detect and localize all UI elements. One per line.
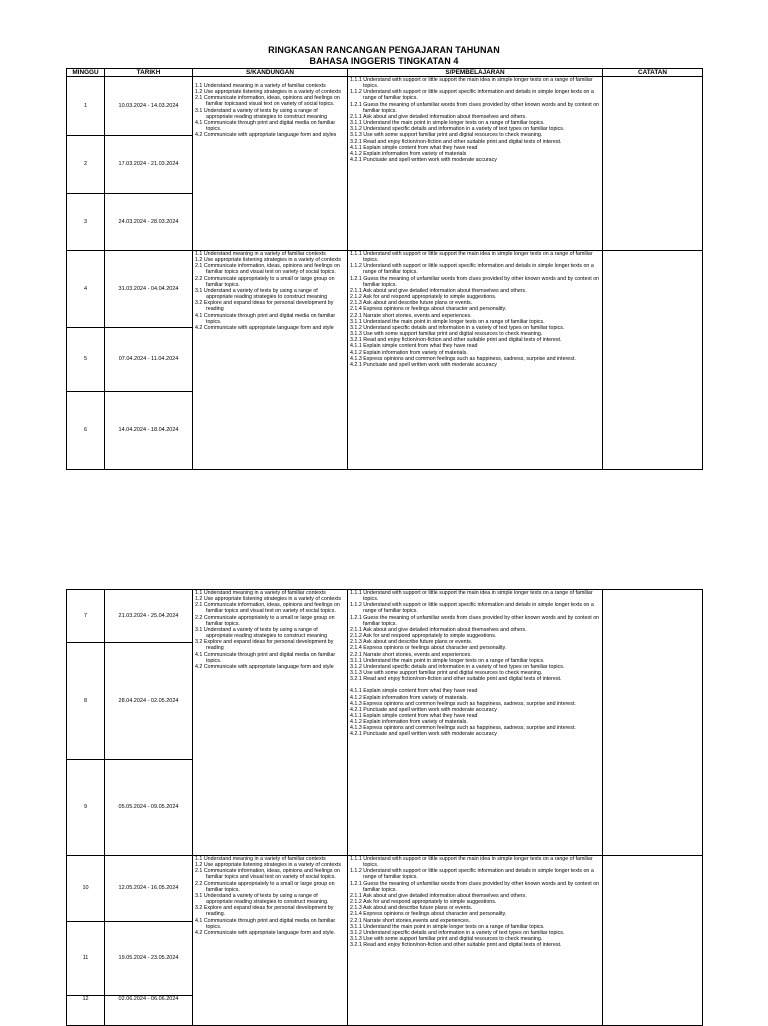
minggu-cell: 1 (67, 77, 105, 136)
list-item: 3.2.1 Read and enjoy fiction/non-fiction and other suitable print and digital texts of interest. (350, 337, 562, 344)
list-item: 4.1 Communicate through print and digital media on familiar topics. (195, 119, 336, 133)
page-title: RINGKASAN RANCANGAN PENGAJARAN TAHUNAN (268, 45, 500, 55)
list-item: 2.1.4 Express opinions or feelings about character and personality. (350, 645, 507, 652)
list-item: 4.1.3 Express opinions and common feelings such as happiness, sadness, surprise and interest. (350, 725, 576, 732)
tarikh-cell: 10.03.2024 - 14.03.2024 (105, 77, 193, 136)
minggu-cell: 2 (67, 136, 105, 194)
list-item: 4.1.2 Explain information from variety of materials. (350, 694, 468, 701)
list-item: 3.2.1 Read and enjoy fiction/non-fiction and other suitable print and digital texts of interest. (350, 676, 562, 683)
list-item: 2.2 Communicate appropriately to a small or large group on familiar topics. (195, 880, 335, 893)
page-subtitle: BAHASA INGGERIS TINGKATAN 4 (309, 56, 459, 66)
list-item: 4.2.1 Punctuate and spell written work with moderate accuracy (350, 361, 497, 368)
list-item: 2.1.3 Ask about and describe future plans or events. (350, 639, 473, 646)
list-item: 3.1.3 Use with some support familiar print and digital resources to check meaning. (350, 331, 543, 338)
list-item: 4.2 Communicate with appropriate language form and styles (195, 132, 337, 139)
minggu-cell: 12 (67, 996, 105, 1026)
list-item: 4.1 Communicate through print and digital media on familiar topics. (195, 312, 336, 325)
list-item: 4.2 Communicate with appropriate language form and style (195, 663, 334, 670)
list-item: 2.2.1 Narrate short stories, events and experiences. (350, 651, 472, 658)
list-item: 4.1.3 Express opinions and common feelings such as happiness, sadness, surprise and interest. (350, 700, 576, 707)
list-item: 4.1.3 Express opinions and common feelings such as happiness, sadness, surprise and interest. (350, 355, 576, 362)
list-item: 4.1.1 Explain simple content from what they have read (350, 343, 478, 350)
list-item: 1.1 Understand meaning in a variety of familiar contexts (195, 856, 326, 862)
tarikh-cell: 07.04.2024 - 11.04.2024 (105, 328, 193, 392)
list-item: 1.2 Use appropriate listening strategies in a variety of contexts (195, 257, 342, 264)
table-row (67, 590, 703, 643)
list-item: 2.1.4 Express opinions or feelings about character and personality. (350, 911, 507, 918)
list-item: 2.2.1 Narrate short stories, events and experiences. (350, 312, 472, 319)
list-item: 2.1.4 Express opinions or feelings about character and personality. (350, 306, 507, 313)
list-item: 3.2.1 Read and enjoy fiction/non-fiction and other suitable print and digital texts of interest. (350, 138, 562, 145)
list-item: 4.2 Communicate with appropriate language form and style (195, 324, 334, 331)
list-item: 4.1 Communicate through print and digital media on familiar topics. (195, 651, 336, 664)
list-item: 2.1.2 Ask for and respond appropriately to simple suggestions. (350, 899, 497, 906)
col-catatan: CATATAN (603, 69, 703, 77)
list-item: 1.1.1 Understand with support or little support the main idea in simple longer texts on a range of familiar topics. (350, 590, 593, 603)
pembelajaran-cell (348, 77, 603, 251)
list-item: 4.2.1 Punctuate and spell written work with moderate accuracy (350, 157, 497, 164)
minggu-cell: 7 (67, 590, 105, 643)
tarikh-cell: 02.06.2024 - 06.06.2024 (105, 996, 193, 1026)
list-item: 1.2.1 Guess the meaning of unfamiliar words from clues provided by other known words and by context on familiar topics. (350, 275, 600, 288)
list-item: 1.1.2 Understand with support or little support specific information and details in simple longer texts on a range of familiar topics. (350, 868, 594, 881)
minggu-cell: 9 (67, 760, 105, 856)
list-item: 1.2 Use appropriate listening strategies in a variety of contexts (195, 596, 342, 603)
list-item: 4.1.1 Explain simple content from what they have read (350, 712, 478, 719)
list-item: 3.1 Understand a variety of texts by using a range of appropriate reading strategies to construct meaning (195, 107, 328, 120)
list-item: 3.2 Explore and expand ideas for personal development by reading. (195, 905, 334, 918)
list-item: 1.1 Understand meaning in a variety of familiar contexts (195, 590, 326, 596)
tarikh-cell: 05.05.2024 - 09.05.2024 (105, 760, 193, 856)
list-item: 1.1 Understand meaning in a variety of familiar contexts (195, 83, 326, 89)
list-item: 4.1.2 Explain information from variety of materials. (350, 719, 468, 726)
minggu-cell: 4 (67, 251, 105, 328)
list-item: 1.2.1 Guess the meaning of unfamiliar words from clues provided by other known words and by context on familiar topics. (350, 101, 600, 114)
list-item: 1.1.1 Understand with support or little support the main idea in simple longer texts on a range of familiar topics. (350, 77, 593, 90)
list-item: 3.2 Explore and expand ideas for personal development by reading (195, 300, 334, 313)
list-item: 3.1.2 Understand specific details and information in a variety of text types on familiar topics. (350, 126, 565, 133)
col-tarikh: TARIKH (105, 69, 193, 77)
list-item: 3.2.1 Read and enjoy fiction/non-fiction and other suitable print and digital texts of interest. (350, 942, 562, 949)
tarikh-cell: 12.05.2024 - 16.05.2024 (105, 856, 193, 922)
catatan-cell (603, 77, 703, 251)
list-item: 3.1.2 Understand specific details and information in a variety of text types on familiar topics. (350, 324, 565, 331)
tarikh-cell: 21.03.2024 - 25.04.2024 (105, 590, 193, 643)
list-item: 3.1.1 Understand the main point in simple longer texts on a range of familiar topics. (350, 120, 545, 127)
col-pembelajaran: S/PEMBELAJARAN (348, 69, 603, 77)
list-item: 1.2 Use appropriate listening strategies in a variety of contexts (195, 862, 342, 869)
list-item: 2.1.1 Ask about and give detailed information about themselves and others. (350, 626, 527, 633)
col-minggu: MINGGU (67, 69, 105, 77)
list-item: 2.1 Communicate information, ideas, opinions and feelings on familiar topics and visual text on variety of social topics. (195, 263, 340, 276)
list-item: 2.1.2 Ask for and respond appropriately to simple suggestions. (350, 294, 497, 301)
list-item: 2.2 Communicate appropriately to a small or large group on familiar topics. (195, 275, 335, 288)
list-item: 4.1.2 Explain information from variety of materials (350, 150, 467, 157)
list-item: 2.1.1 Ask about and give detailed information about themselves and others. (350, 892, 527, 899)
minggu-cell: 11 (67, 922, 105, 996)
list-item: 2.1 Communicate information, ideas, opinions and feelings on familiar topicsand visual text on variety of social topics. (195, 95, 340, 108)
pembelajaran-cell (348, 251, 603, 470)
tarikh-cell: 17.03.2024 - 21.03.2024 (105, 136, 193, 194)
list-item: 3.1.2 Understand specific details and information in a variety of text types on familiar topics. (350, 663, 565, 670)
kandungan-cell (193, 251, 348, 470)
minggu-cell: 10 (67, 856, 105, 922)
list-item: 2.1 Communicate information, ideas, opinions and feelings on familiar topics and visual text on variety of social topics. (195, 868, 340, 881)
table-row (67, 77, 703, 136)
list-item: 1.2 Use appropriate listening strategies in a variety of contexts (195, 89, 342, 96)
list-item: 3.1.2 Understand specific details and information in a variety of text types on familiar topics. (350, 929, 565, 936)
tarikh-cell: 31.03.2024 - 04.04.2024 (105, 251, 193, 328)
list-item: 2.1.1 Ask about and give detailed information about themselves and others. (350, 287, 527, 294)
catatan-cell (603, 251, 703, 470)
list-item: 1.1.2 Understand with support or little support specific information and details in simple longer texts on a range of familiar topics. (350, 89, 594, 102)
list-item: 3.1.3 Use with some support familiar print and digital resources to check meaning. (350, 936, 543, 943)
list-item: 4.1.1 Explain simple content from what they have read (350, 688, 478, 695)
list-item: 1.2.1 Guess the meaning of unfamiliar words from clues provided by other known words and by context on familiar topics. (350, 880, 600, 893)
catatan-cell (603, 856, 703, 1026)
tarikh-cell: 24.03.2024 - 28.03.2024 (105, 194, 193, 251)
minggu-cell: 8 (67, 643, 105, 760)
list-item: 3.1.1 Understand the main point in simple longer texts on a range of familiar topics. (350, 318, 545, 325)
kandungan-cell (193, 590, 348, 856)
list-item: 2.1.3 Ask about and describe future plans or events. (350, 300, 473, 307)
list-item: 2.2.1 Narrate short stories,events and experiences. (350, 917, 471, 924)
table-row (67, 251, 703, 328)
list-item: 2.1.1 Ask about and give detailed information about themselves and others. (350, 113, 527, 120)
kandungan-cell (193, 856, 348, 1026)
tarikh-cell: 19.05.2024 - 23.05.2024 (105, 922, 193, 996)
list-item: 3.1 Understand a variety of texts by using a range of appropriate reading strategies to construct meaning (195, 626, 328, 640)
tarikh-cell: 28.04.2024 - 02.05.2024 (105, 643, 193, 760)
list-item: 3.1.1 Understand the main point in simple longer texts on a range of familiar topics. (350, 923, 545, 930)
minggu-cell: 5 (67, 328, 105, 392)
list-item: 2.1 Communicate information, ideas, opinions and feelings on familiar topics and visual text on variety of social topics. (195, 602, 340, 615)
list-item: 4.1.1 Explain simple content from what they have read (350, 144, 478, 151)
list-item: 4.1.2 Explain information from variety of materials. (350, 349, 468, 356)
list-item: 1.1.1 Understand with support or little support the main idea in simple longer texts on a range of familiar topics. (350, 251, 593, 264)
catatan-cell (603, 590, 703, 856)
minggu-cell: 3 (67, 194, 105, 251)
list-item: 1.1 Understand meaning in a variety of familiar contexts (195, 251, 326, 257)
plan-table-1 (66, 68, 703, 470)
list-item: 4.1 Communicate through print and digital media on familiar topics. (195, 917, 336, 930)
list-item: 1.2.1 Guess the meaning of unfamiliar words from clues provided by other known words and by context on familiar topics. (350, 614, 600, 627)
plan-table-2 (66, 589, 703, 1026)
list-item: 3.1 Understand a variety of texts by using a range of appropriate reading strategies to construct meaning (195, 287, 328, 301)
pembelajaran-cell (348, 590, 603, 856)
list-item: 3.1.1 Understand the main point in simple longer texts on a range of familiar topics. (350, 657, 545, 664)
list-item: 1.1.2 Understand with support or little support specific information and details in simple longer texts on a range of familiar topics. (350, 602, 594, 615)
pembelajaran-cell (348, 856, 603, 1026)
list-item: 2.1.3 Ask about and describe future plans or events. (350, 905, 473, 912)
list-item: 1.1.2 Understand with support or little support specific information and details in simple longer texts on a range of familiar topics. (350, 263, 594, 276)
list-item: 3.2 Explore and expand ideas for personal development by reading (195, 639, 334, 652)
list-item: 2.2 Communicate appropriately to a small or large group on familiar topics. (195, 614, 335, 627)
list-item: 1.1.1 Understand with support or little support the main idea in simple longer texts on a range of familiar topics. (350, 856, 593, 869)
list-item: 3.1 Understand a variety of texts by using a range of appropriate reading strategies to construct meaning. (195, 892, 329, 906)
list-item: 4.2.1 Punctuate and spell written work with moderate accuracy (350, 706, 497, 713)
list-item: 2.1.2 Ask for and respond appropriately to simple suggestions. (350, 633, 497, 640)
list-item: 4.2 Communicate with appropriate language form and style. (195, 929, 336, 936)
tarikh-cell: 14.04.2024 - 18.04.2024 (105, 392, 193, 470)
col-kandungan: S/KANDUNGAN (193, 69, 348, 77)
table-row (67, 856, 703, 922)
list-item: 4.2.1 Punctuate and spell written work with moderate accuracy (350, 731, 497, 738)
table-header-row (67, 69, 703, 77)
list-item: 3.1.3 Use with some support familiar print and digital resources to check meaning. (350, 670, 543, 677)
list-item: 3.1.3 Use with some support familiar print and digital resources to check meaning. (350, 132, 543, 139)
minggu-cell: 6 (67, 392, 105, 470)
kandungan-cell (193, 77, 348, 251)
